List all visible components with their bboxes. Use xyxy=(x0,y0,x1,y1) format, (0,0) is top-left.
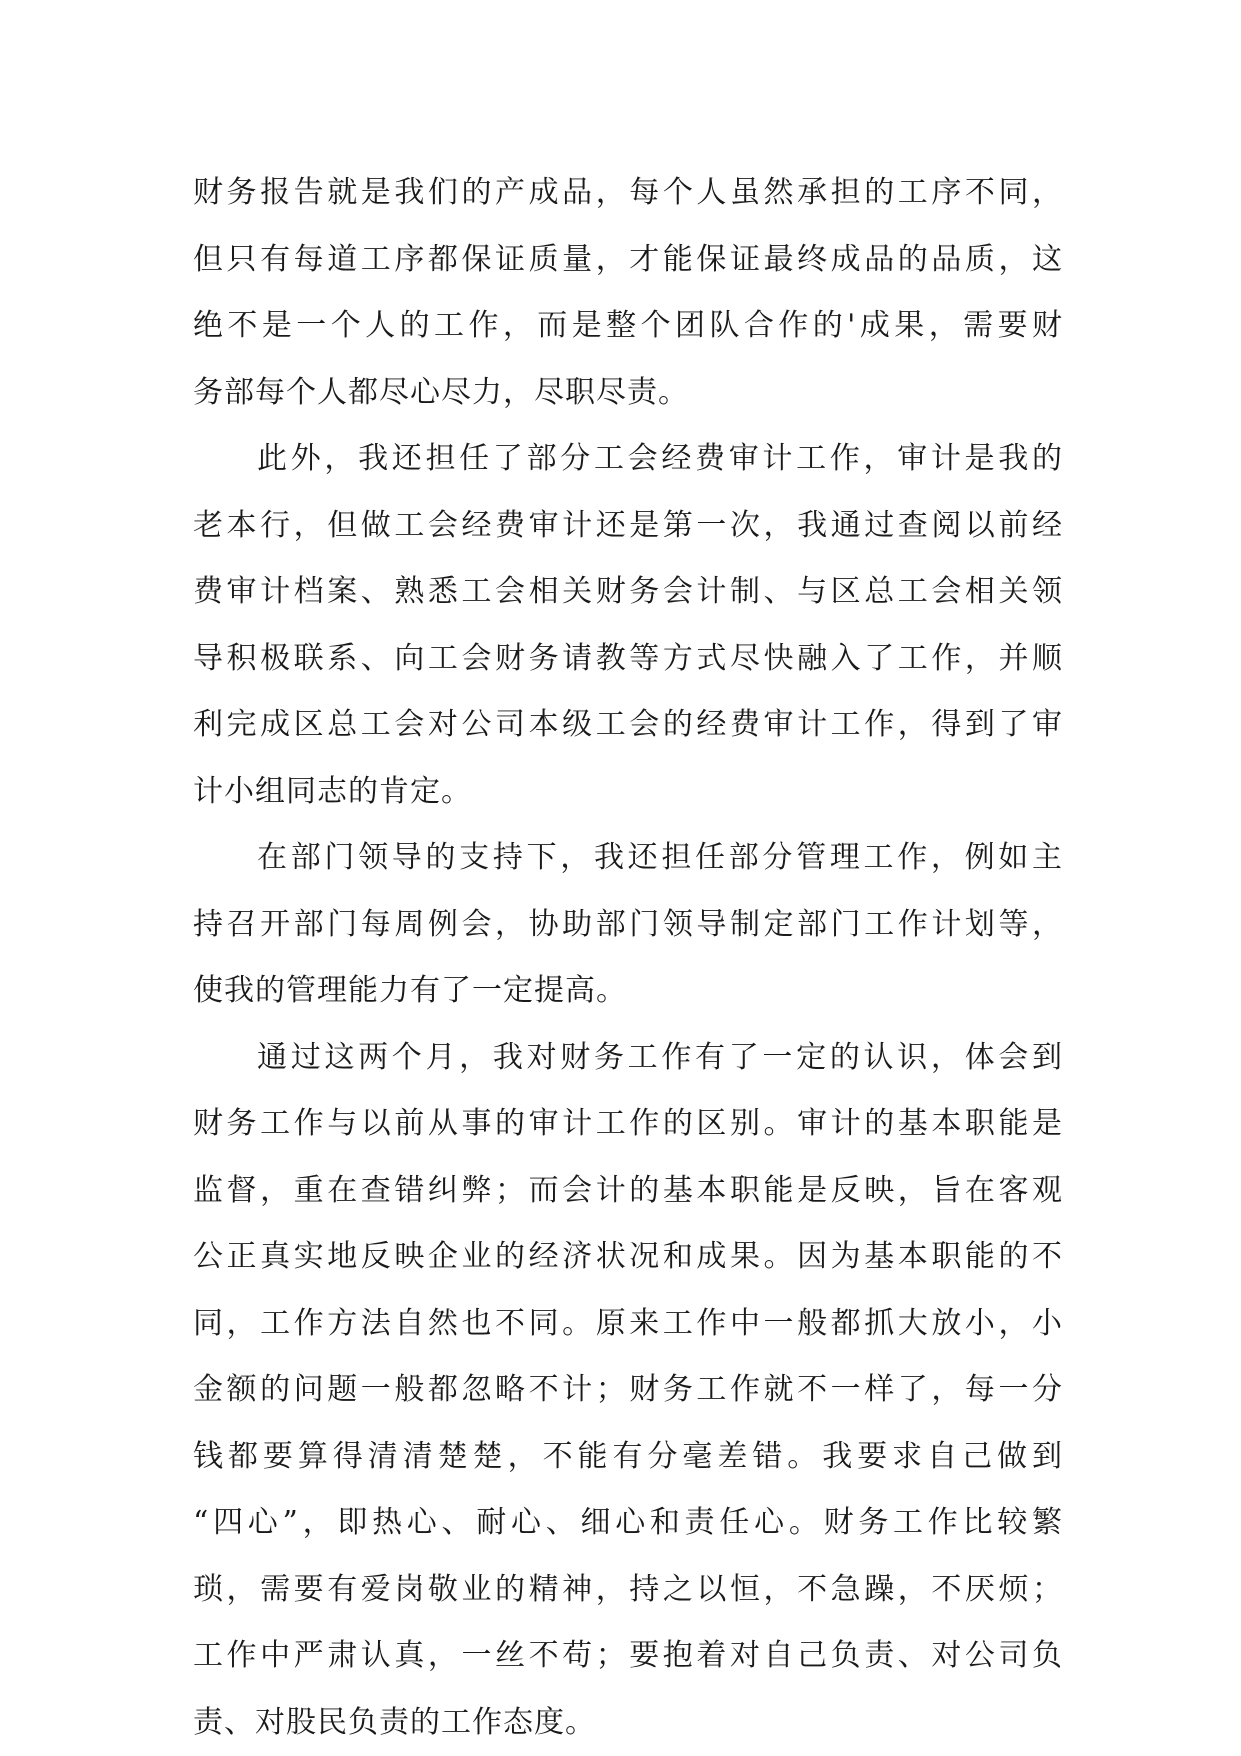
text-line: 费审计档案、熟悉工会相关财务会计制、与区总工会相关领 xyxy=(193,559,1063,626)
text-line: 监督，重在查错纠弊；而会计的基本职能是反映，旨在客观 xyxy=(193,1158,1063,1225)
text-line: 计小组同志的肯定。 xyxy=(193,759,1063,826)
text-line: 但只有每道工序都保证质量，才能保证最终成品的品质，这 xyxy=(193,227,1063,294)
text-line: 老本行，但做工会经费审计还是第一次，我通过查阅以前经 xyxy=(193,493,1063,560)
text-line: 绝不是一个人的工作，而是整个团队合作的'成果，需要财 xyxy=(193,293,1063,360)
text-line: 钱都要算得清清楚楚，不能有分毫差错。我要求自己做到 xyxy=(193,1424,1063,1491)
text-line: 务部每个人都尽心尽力，尽职尽责。 xyxy=(193,360,1063,427)
text-line: 导积极联系、向工会财务请教等方式尽快融入了工作，并顺 xyxy=(193,626,1063,693)
text-line: 财务报告就是我们的产成品，每个人虽然承担的工序不同， xyxy=(193,160,1063,227)
text-line: 在部门领导的支持下，我还担任部分管理工作，例如主 xyxy=(193,825,1063,892)
paragraph-3 xyxy=(193,825,1063,1025)
text-line: 琐，需要有爱岗敬业的精神，持之以恒，不急躁，不厌烦； xyxy=(193,1557,1063,1624)
text-line: 财务工作与以前从事的审计工作的区别。审计的基本职能是 xyxy=(193,1091,1063,1158)
paragraph-4 xyxy=(193,1025,1063,1756)
text-line: “四心”，即热心、耐心、细心和责任心。财务工作比较繁 xyxy=(193,1490,1063,1557)
text-line: 工作中严肃认真，一丝不苟；要抱着对自己负责、对公司负 xyxy=(193,1623,1063,1690)
text-line: 金额的问题一般都忽略不计；财务工作就不一样了，每一分 xyxy=(193,1357,1063,1424)
paragraph-1 xyxy=(193,160,1063,426)
text-line: 通过这两个月，我对财务工作有了一定的认识，体会到 xyxy=(193,1025,1063,1092)
text-line: 同，工作方法自然也不同。原来工作中一般都抓大放小，小 xyxy=(193,1291,1063,1358)
text-line: 此外，我还担任了部分工会经费审计工作，审计是我的 xyxy=(193,426,1063,493)
text-line: 使我的管理能力有了一定提高。 xyxy=(193,958,1063,1025)
paragraph-2 xyxy=(193,426,1063,825)
body-text xyxy=(193,160,1063,1756)
text-line: 责、对股民负责的工作态度。 xyxy=(193,1690,1063,1756)
text-line: 持召开部门每周例会，协助部门领导制定部门工作计划等， xyxy=(193,892,1063,959)
text-line: 公正真实地反映企业的经济状况和成果。因为基本职能的不 xyxy=(193,1224,1063,1291)
text-line: 利完成区总工会对公司本级工会的经费审计工作，得到了审 xyxy=(193,692,1063,759)
